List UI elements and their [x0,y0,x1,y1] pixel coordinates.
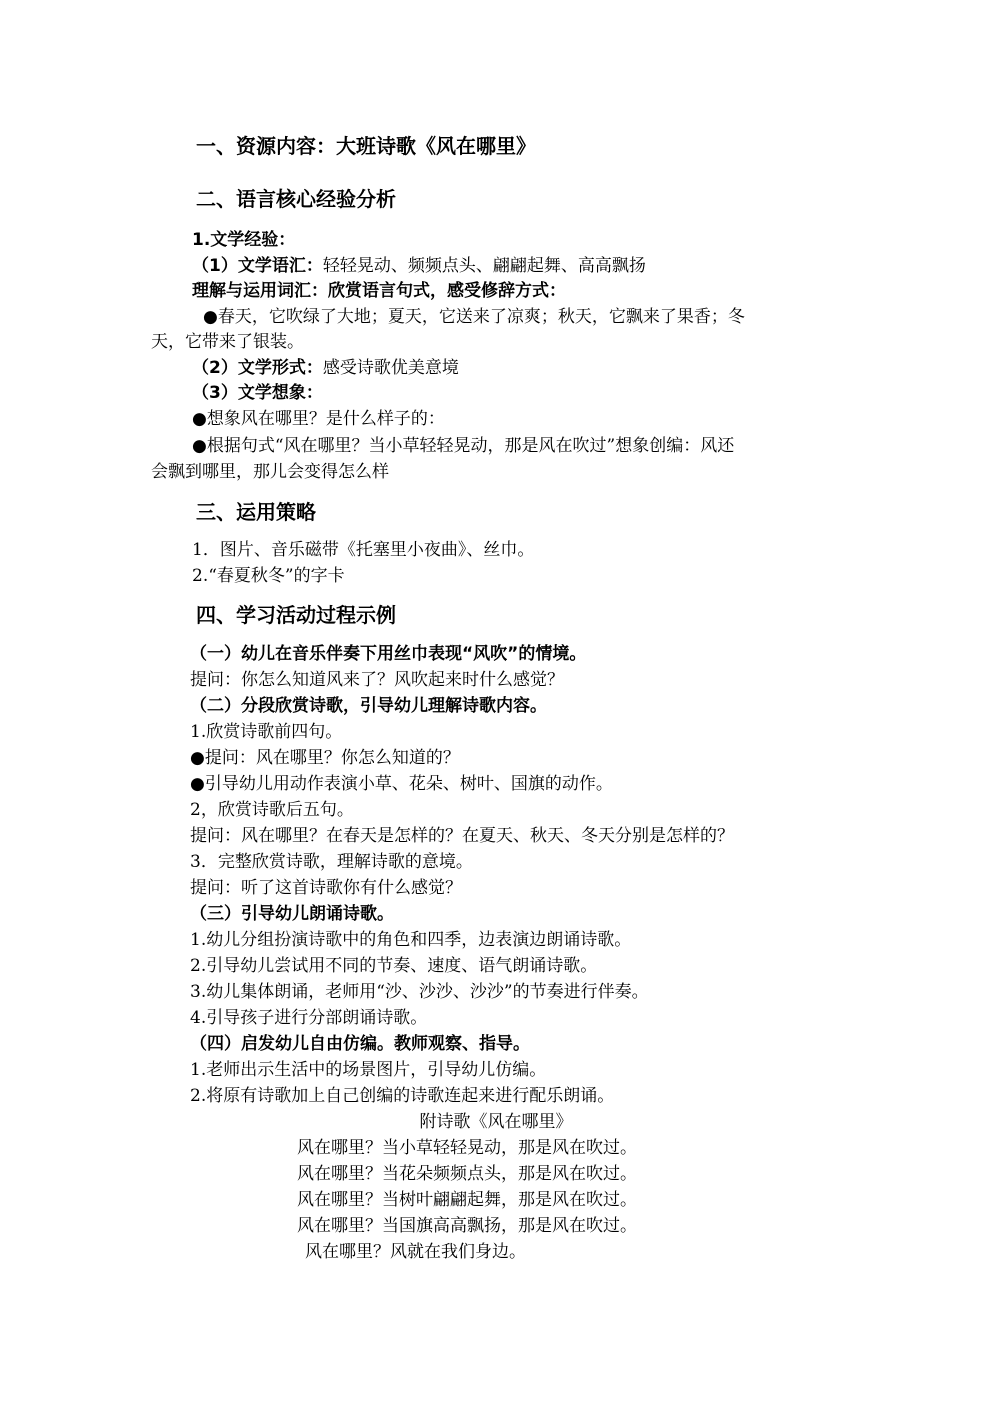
vocab-label: （1）文学语汇： [192,256,323,276]
example-line-1: ●春天，它吹绿了大地；夏天，它送来了凉爽；秋天，它飘来了果香；冬 [203,307,745,327]
process-2-item-7: 提问：听了这首诗歌你有什么感觉？ [190,878,462,898]
poem-line: 风在哪里？当小草轻轻晃动，那是风在吹过。 [297,1138,637,1158]
process-3-title: （三）引导幼儿朗诵诗歌。 [190,904,394,924]
poem-line: 风在哪里？当树叶翩翩起舞，那是风在吹过。 [297,1190,637,1210]
example-line-2: 天，它带来了银装。 [151,332,304,352]
process-3-item-4: 4.引导孩子进行分部朗诵诗歌。 [190,1008,428,1028]
process-2-item-4: 2，欣赏诗歌后五句。 [190,800,354,820]
poem-line: 风在哪里？当国旗高高飘扬，那是风在吹过。 [297,1216,637,1236]
process-3-item-1: 1.幼儿分组扮演诗歌中的角色和四季，边表演边朗诵诗歌。 [190,930,632,950]
section-heading-process: 四、学习活动过程示例 [196,603,396,627]
form-line [192,356,459,380]
process-3-item-3: 3.幼儿集体朗诵，老师用“沙、沙沙、沙沙”的节奏进行伴奏。 [190,982,649,1002]
process-2-item-1: 1.欣赏诗歌前四句。 [190,722,343,742]
understand-line: 理解与运用词汇：欣赏语言句式，感受修辞方式： [192,281,566,301]
process-3-item-2: 2.引导幼儿尝试用不同的节奏、速度、语气朗诵诗歌。 [190,956,598,976]
process-2-item-3: ●引导幼儿用动作表演小草、花朵、树叶、国旗的动作。 [190,774,613,794]
form-value: 感受诗歌优美意境 [322,358,459,378]
process-2-item-5: 提问：风在哪里？在春天是怎样的？在夏天、秋天、冬天分别是怎样的？ [190,826,734,846]
process-1-title: （一）幼儿在音乐伴奏下用丝巾表现“风吹”的情境。 [190,644,587,664]
imagine-item-1: ●想象风在哪里？是什么样子的： [192,409,445,429]
process-2-item-6: 3．完整欣赏诗歌，理解诗歌的意境。 [190,852,473,872]
strategy-item-2: 2.“春夏秋冬”的字卡 [192,566,345,586]
literary-experience-label: 1.文学经验： [192,230,296,250]
poem-title: 附诗歌《风在哪里》 [419,1112,573,1132]
process-1-question: 提问：你怎么知道风来了？风吹起来时什么感觉？ [190,670,564,690]
section-heading-strategy: 三、运用策略 [196,500,316,524]
process-4-item-1: 1.老师出示生活中的场景图片，引导幼儿仿编。 [190,1060,547,1080]
process-2-title: （二）分段欣赏诗歌，引导幼儿理解诗歌内容。 [190,696,547,716]
vocab-line [192,254,646,278]
vocab-value: 轻轻晃动、频频点头、翩翩起舞、高高飘扬 [322,256,646,276]
process-2-item-2: ●提问：风在哪里？你怎么知道的？ [190,748,460,768]
poem-line: 风在哪里？当花朵频频点头，那是风在吹过。 [297,1164,637,1184]
process-4-item-2: 2.将原有诗歌加上自己创编的诗歌连起来进行配乐朗诵。 [190,1086,615,1106]
form-label: （2）文学形式： [192,358,323,378]
process-4-title: （四）启发幼儿自由仿编。教师观察、指导。 [190,1034,530,1054]
imagine-label: （3）文学想象： [192,383,323,403]
section-heading-resource: 一、资源内容：大班诗歌《风在哪里》 [196,134,536,158]
section-heading-analysis: 二、语言核心经验分析 [196,187,396,211]
poem-line: 风在哪里？风就在我们身边。 [305,1242,526,1262]
imagine-item-2-line-1: ●根据句式“风在哪里？当小草轻轻晃动，那是风在吹过”想象创编：风还 [192,436,735,456]
strategy-item-1: 1．图片、音乐磁带《托塞里小夜曲》、丝巾。 [192,540,535,560]
imagine-item-2-line-2: 会飘到哪里，那儿会变得怎么样 [151,462,389,482]
